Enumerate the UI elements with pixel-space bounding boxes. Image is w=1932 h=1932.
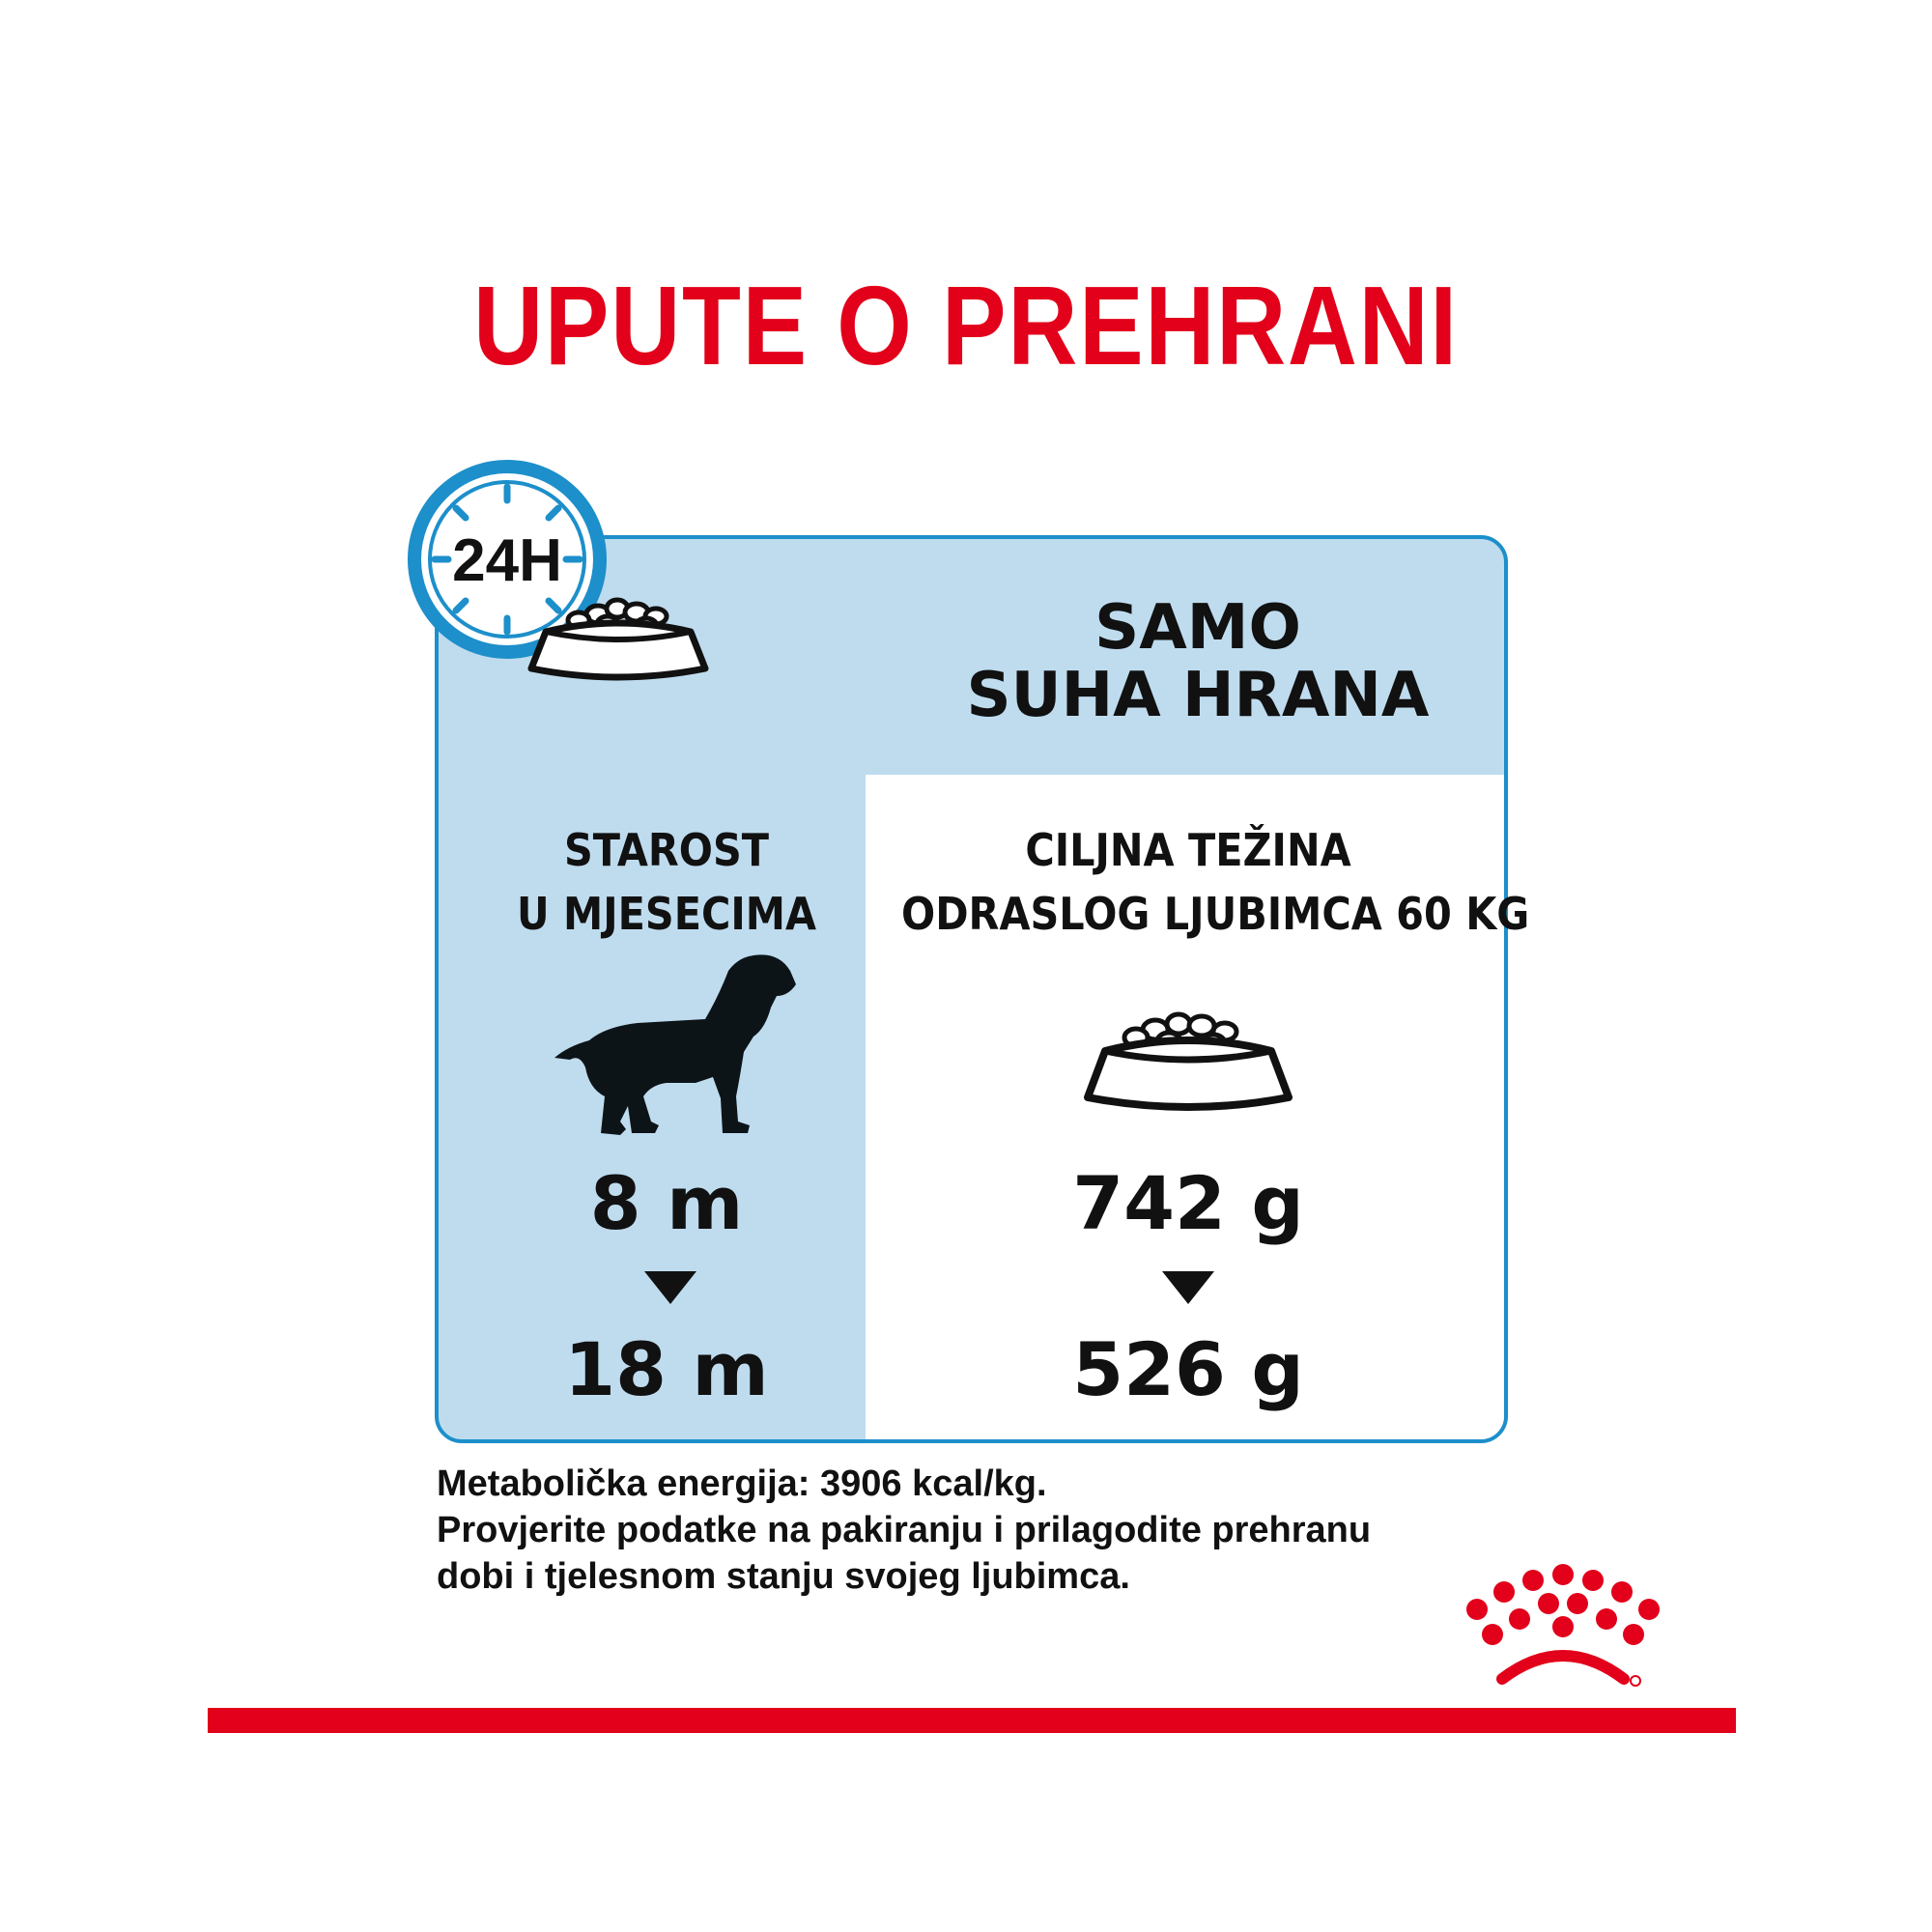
dog-silhouette-icon (551, 952, 802, 1145)
age-from: 8 m (589, 1160, 744, 1246)
footer-line-condition: dobi i tjelesnom stanju svojeg ljubimca. (437, 1556, 1130, 1597)
brand-crown-logo (1463, 1563, 1676, 1698)
dry-food-heading-line2: SUHA HRANA (966, 660, 1430, 731)
footer-line-check: Provjerite podatke na pakiranju i prilagodite prehranu (437, 1510, 1372, 1550)
arrow-down-icon (1162, 1271, 1214, 1304)
footer-note (437, 1461, 1371, 1600)
age-heading-line1: STAROST (563, 824, 770, 876)
page-title: UPUTE O PREHRANI (473, 263, 1459, 388)
arrow-down-icon (644, 1271, 696, 1304)
food-bowl-icon (517, 591, 720, 688)
dry-food-heading-line1: SAMO (1094, 592, 1301, 664)
weight-heading-line1: CILJNA TEŽINA (1025, 824, 1351, 876)
age-to: 18 m (564, 1326, 769, 1412)
footer-line-energy: Metabolička energija: 3906 kcal/kg. (437, 1463, 1047, 1504)
weight-heading-line2: ODRASLOG LJUBIMCA 60 KG (901, 888, 1530, 940)
weight-from: 742 g (1072, 1160, 1304, 1246)
clock-label: 24H (452, 527, 562, 594)
age-heading-line2: U MJESECIMA (516, 888, 817, 940)
food-bowl-icon (1072, 1005, 1304, 1121)
weight-to: 526 g (1072, 1326, 1304, 1412)
bottom-red-bar (208, 1708, 1736, 1733)
